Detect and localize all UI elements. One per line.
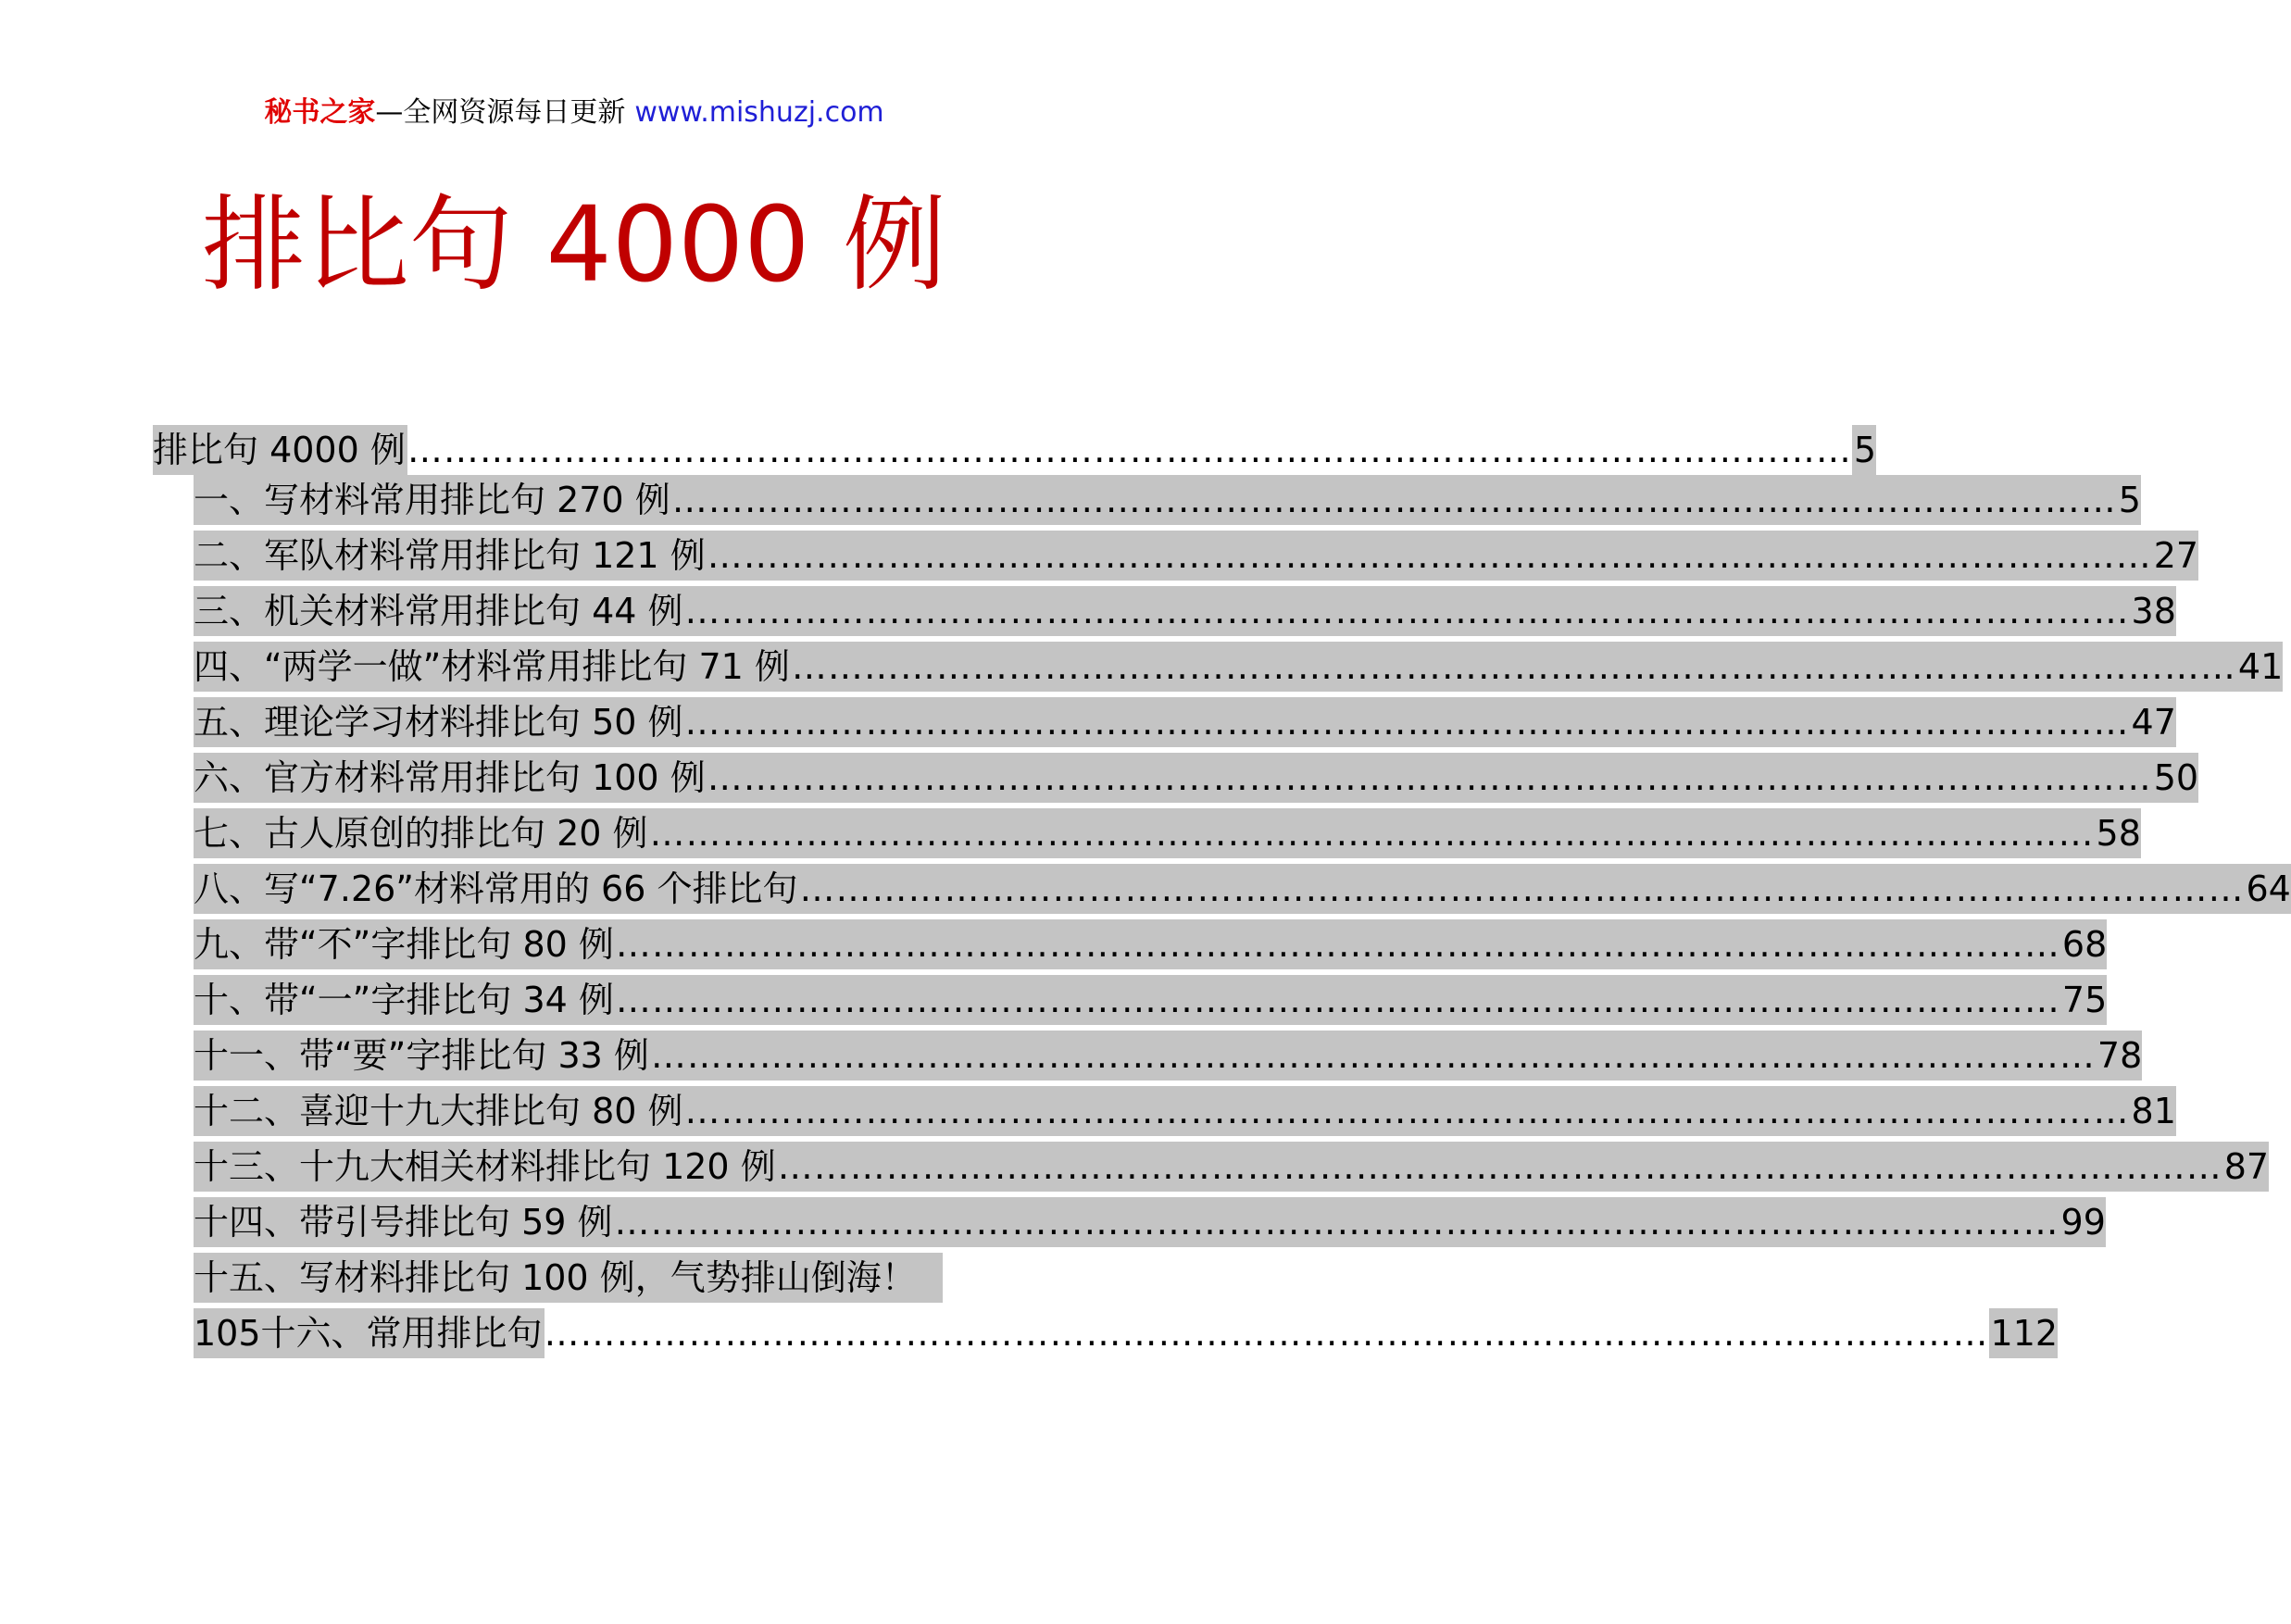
- toc-entry-top[interactable]: [153, 425, 1877, 475]
- toc-leader-dots: …………………………………………………………………………………………………………: [650, 808, 2095, 858]
- toc-entry-page: 112: [1989, 1308, 2059, 1358]
- toc-entry-page: 50: [2152, 753, 2198, 803]
- toc-entry-6[interactable]: [194, 753, 2199, 803]
- toc-entry-page: 5: [1852, 425, 1876, 475]
- toc-leader-dots: …………………………………………………………………………………………………………: [616, 975, 2060, 1025]
- toc-entry-16-row[interactable]: [194, 1308, 2059, 1358]
- toc-entry-3[interactable]: [194, 586, 2176, 636]
- document-title: 排比句 4000 例: [201, 185, 947, 306]
- toc-entry-page: 41: [2236, 642, 2283, 692]
- toc-entry-14[interactable]: [194, 1197, 2106, 1247]
- toc-entry-page: 81: [2130, 1086, 2176, 1136]
- toc-entry-12[interactable]: [194, 1086, 2176, 1136]
- toc-entry-9[interactable]: [194, 919, 2108, 969]
- toc-entry-page: 27: [2152, 531, 2198, 581]
- toc-entry-label: 十一、带“要”字排比句 33 例: [194, 1031, 651, 1081]
- toc-entry-page: 64: [2245, 864, 2291, 914]
- toc-leader-dots: …………………………………………………………………………………………………………: [778, 1142, 2222, 1192]
- toc-entry-15-page: 105: [194, 1308, 261, 1358]
- toc-entry-label: 十六、常用排比句: [261, 1308, 545, 1358]
- toc-entry-label: 八、写“7.26”材料常用的 66 个排比句: [194, 864, 800, 914]
- toc-entry-label: 二、军队材料常用排比句 121 例: [194, 531, 707, 581]
- toc-entry-label: 七、古人原创的排比句 20 例: [194, 808, 650, 858]
- toc-leader-dots: …………………………………………………………………………………………………………: [685, 1086, 2130, 1136]
- toc-leader-dots: …………………………………………………………………………………………………………: [615, 1197, 2059, 1247]
- toc-entry-page: 68: [2060, 919, 2107, 969]
- toc-entry-page: 58: [2095, 808, 2141, 858]
- toc-entry-label: 十二、喜迎十九大排比句 80 例: [194, 1086, 685, 1136]
- toc-leader-dots: …………………………………………………………………………………………………………: [707, 753, 2152, 803]
- toc-leader-dots: …………………………………………………………………………………………………………: [707, 531, 2152, 581]
- toc-entry-label: 三、机关材料常用排比句 44 例: [194, 586, 685, 636]
- toc-entry-4[interactable]: [194, 642, 2284, 692]
- toc-entry-page: 38: [2130, 586, 2176, 636]
- toc-entry-page: 78: [2096, 1031, 2142, 1081]
- toc-leader-dots: …………………………………………………………………………………………………………: [800, 864, 2245, 914]
- toc-entry-label: 十四、带引号排比句 59 例: [194, 1197, 615, 1247]
- toc-leader-dots: …………………………………………………………………………………………………………: [672, 475, 2117, 525]
- toc-leader-dots: …………………………………………………………………………………………………………: [792, 642, 2236, 692]
- toc-entry-label: 十三、十九大相关材料排比句 120 例: [194, 1142, 778, 1192]
- toc-entry-13[interactable]: [194, 1142, 2270, 1192]
- toc-entry-label: 一、写材料常用排比句 270 例: [194, 475, 672, 525]
- toc-entry-page: 87: [2222, 1142, 2269, 1192]
- toc-entry-8[interactable]: [194, 864, 2291, 914]
- site-brand: 秘书之家: [264, 96, 376, 129]
- toc-entry-label: 十、带“一”字排比句 34 例: [194, 975, 616, 1025]
- toc-entry-5[interactable]: [194, 697, 2176, 747]
- toc-leader-dots: …………………………………………………………………………………………………………: [685, 697, 2130, 747]
- toc-entry-page: 5: [2117, 475, 2141, 525]
- toc-entry-label: 九、带“不”字排比句 80 例: [194, 919, 616, 969]
- toc-entry-label: 四、“两学一做”材料常用排比句 71 例: [194, 642, 792, 692]
- toc-leader-dots: …………………………………………………………………………………………………………: [407, 425, 1852, 475]
- toc-entry-page: 47: [2130, 697, 2176, 747]
- toc-leader-dots: …………………………………………………………………………………………………………: [685, 586, 2130, 636]
- toc-entry-7[interactable]: [194, 808, 2141, 858]
- toc-leader-dots: …………………………………………………………………………………………………………: [616, 919, 2060, 969]
- toc-entry-10[interactable]: [194, 975, 2108, 1025]
- toc-leader-dots: …………………………………………………………………………………………………………: [545, 1308, 1989, 1358]
- site-tagline: —全网资源每日更新: [375, 96, 626, 129]
- toc-entry-page: 75: [2060, 975, 2107, 1025]
- toc-entry-label: 五、理论学习材料排比句 50 例: [194, 697, 685, 747]
- toc-entry-2[interactable]: [194, 531, 2199, 581]
- toc-entry-page: 99: [2059, 1197, 2106, 1247]
- toc-entry-11[interactable]: [194, 1031, 2143, 1081]
- toc-entry-label: 六、官方材料常用排比句 100 例: [194, 753, 707, 803]
- toc-entry-15[interactable]: [194, 1253, 958, 1303]
- site-url-link[interactable]: www.mishuzj.com: [634, 96, 884, 129]
- toc-leader-dots: …………………………………………………………………………………………………………: [651, 1031, 2096, 1081]
- toc-entry-label: 十五、写材料排比句 100 例，气势排山倒海！: [194, 1253, 943, 1303]
- toc-entry-label: 排比句 4000 例: [153, 425, 407, 475]
- toc-entry-1[interactable]: [194, 475, 2141, 525]
- site-header: [0, 93, 1148, 133]
